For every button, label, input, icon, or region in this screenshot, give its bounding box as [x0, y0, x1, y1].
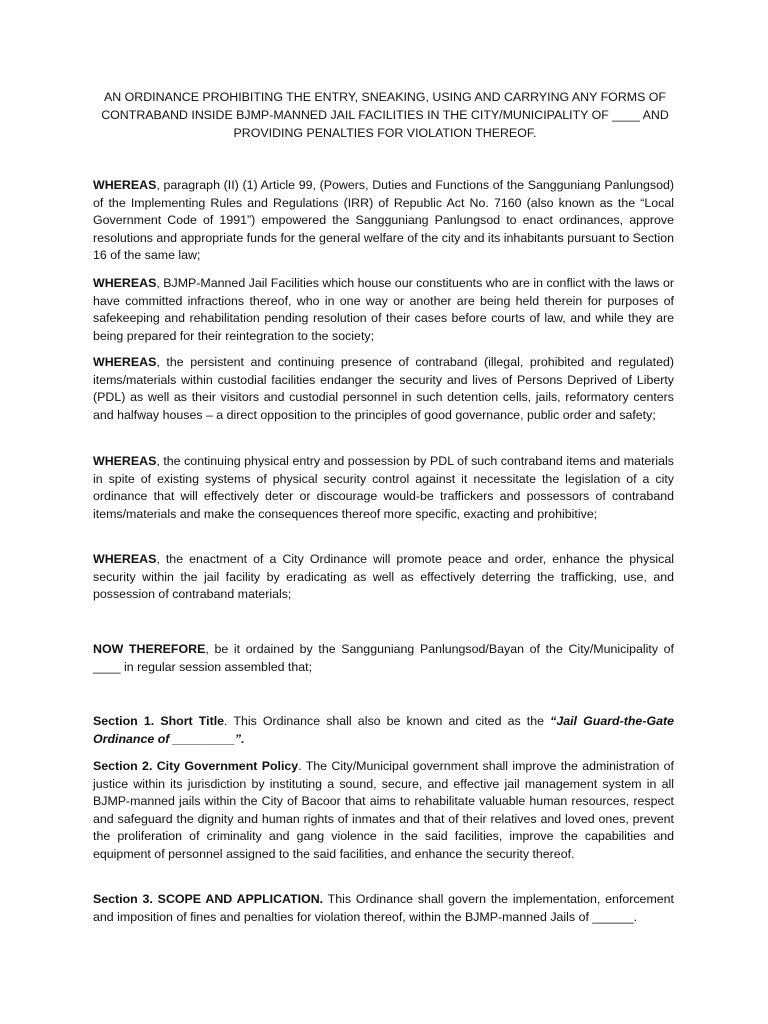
whereas-lead: WHEREAS: [93, 355, 157, 369]
section-emphasis: “Jail Guard-the-Gate Ordinance of _________”.: [93, 714, 674, 746]
section-text: . The City/Municipal government shall improve the administration of justice within its jurisdiction by instituting a sound, secure, and effective jail management system in all BJMP-manned jails within the City of Bacoor that aims to rehabilitate valuable human resources, respect and safeguard the dignity and human rights of inmates and that of their relatives and loved ones, prevent the proliferation of criminality and gang violence in the said facilities, improve the capabilities and equipment of personnel assigned to the said facilities, and enhance the security thereof.: [93, 759, 675, 861]
section-text: . This Ordinance shall also be known and cited as the: [224, 714, 551, 728]
whereas-paragraph-2: [93, 275, 674, 345]
whereas-text: , the enactment of a City Ordinance will promote peace and order, enhance the physical security within the jail facility by eradicating as well as effectively deterring the trafficking, use, and possession of contraband materials;: [93, 552, 674, 601]
now-therefore-paragraph: [93, 641, 674, 676]
whereas-paragraph-4: [93, 453, 674, 523]
now-therefore-lead: NOW THEREFORE: [93, 642, 206, 656]
section-2: [93, 758, 674, 863]
whereas-paragraph-3: [93, 354, 674, 424]
whereas-paragraph-1: [93, 177, 674, 265]
whereas-lead: WHEREAS: [93, 552, 157, 566]
now-therefore-text: , be it ordained by the Sangguniang Panlungsod/Bayan of the City/Municipality of ____ in regular session assembled that;: [93, 642, 674, 674]
section-1: [93, 713, 674, 748]
whereas-text: , BJMP-Manned Jail Facilities which house our constituents who are in conflict with the laws or have committed infractions thereof, who in one way or another are being held therein for purposes of safekeeping and rehabilitation pending resolution of their cases before courts of law, and while they are being prepared for their reintegration to the society;: [93, 276, 674, 343]
whereas-text: , paragraph (II) (1) Article 99, (Powers, Duties and Functions of the Sangguniang Panlungsod) of the Implementing Rules and Regulations (IRR) of Republic Act No. 7160 (also known as the “Local Government Code of 1991”) empowered the Sangguniang Panlungsod to enact ordinances, approve resolutions and appropriate funds for the general welfare of the city and its inhabitants pursuant to Section 16 of the same law;: [93, 178, 674, 262]
ordinance-title: AN ORDINANCE PROHIBITING THE ENTRY, SNEAKING, USING AND CARRYING ANY FORMS OF CONTRABAND INSIDE BJMP-MANNED JAIL FACILITIES IN THE CITY/MUNICIPALITY OF ____ AND PROVIDING PENALTIES FOR VIOLATION THEREOF.: [101, 90, 669, 140]
whereas-text: , the persistent and continuing presence of contraband (illegal, prohibited and regulated) items/materials within custodial facilities endanger the security and lives of Persons Deprived of Liberty (PDL) as well as their visitors and custodial personnel in such detention cells, jails, reformatory centers and halfway houses – a direct opposition to the principles of good governance, public order and safety;: [93, 355, 674, 422]
section-3: [93, 891, 674, 926]
section-heading: Section 1. Short Title: [93, 714, 225, 728]
whereas-lead: WHEREAS: [93, 276, 157, 290]
section-heading: Section 3. SCOPE AND APPLICATION.: [93, 892, 324, 906]
whereas-lead: WHEREAS: [93, 178, 157, 192]
whereas-paragraph-5: [93, 551, 674, 604]
section-heading: Section 2. City Government Policy: [93, 759, 299, 773]
whereas-text: , the continuing physical entry and possession by PDL of such contraband items and materials in spite of existing systems of physical security control against it necessitate the legislation of a city ordinance that will effectively deter or discourage would-be traffickers and possessors of contraband items/materials and make the consequences thereof more specific, exacting and prohibitive;: [93, 454, 674, 521]
whereas-lead: WHEREAS: [93, 454, 157, 468]
section-text: This Ordinance shall govern the implementation, enforcement and imposition of fines and penalties for violation thereof, within the BJMP-manned Jails of ______.: [93, 892, 674, 924]
